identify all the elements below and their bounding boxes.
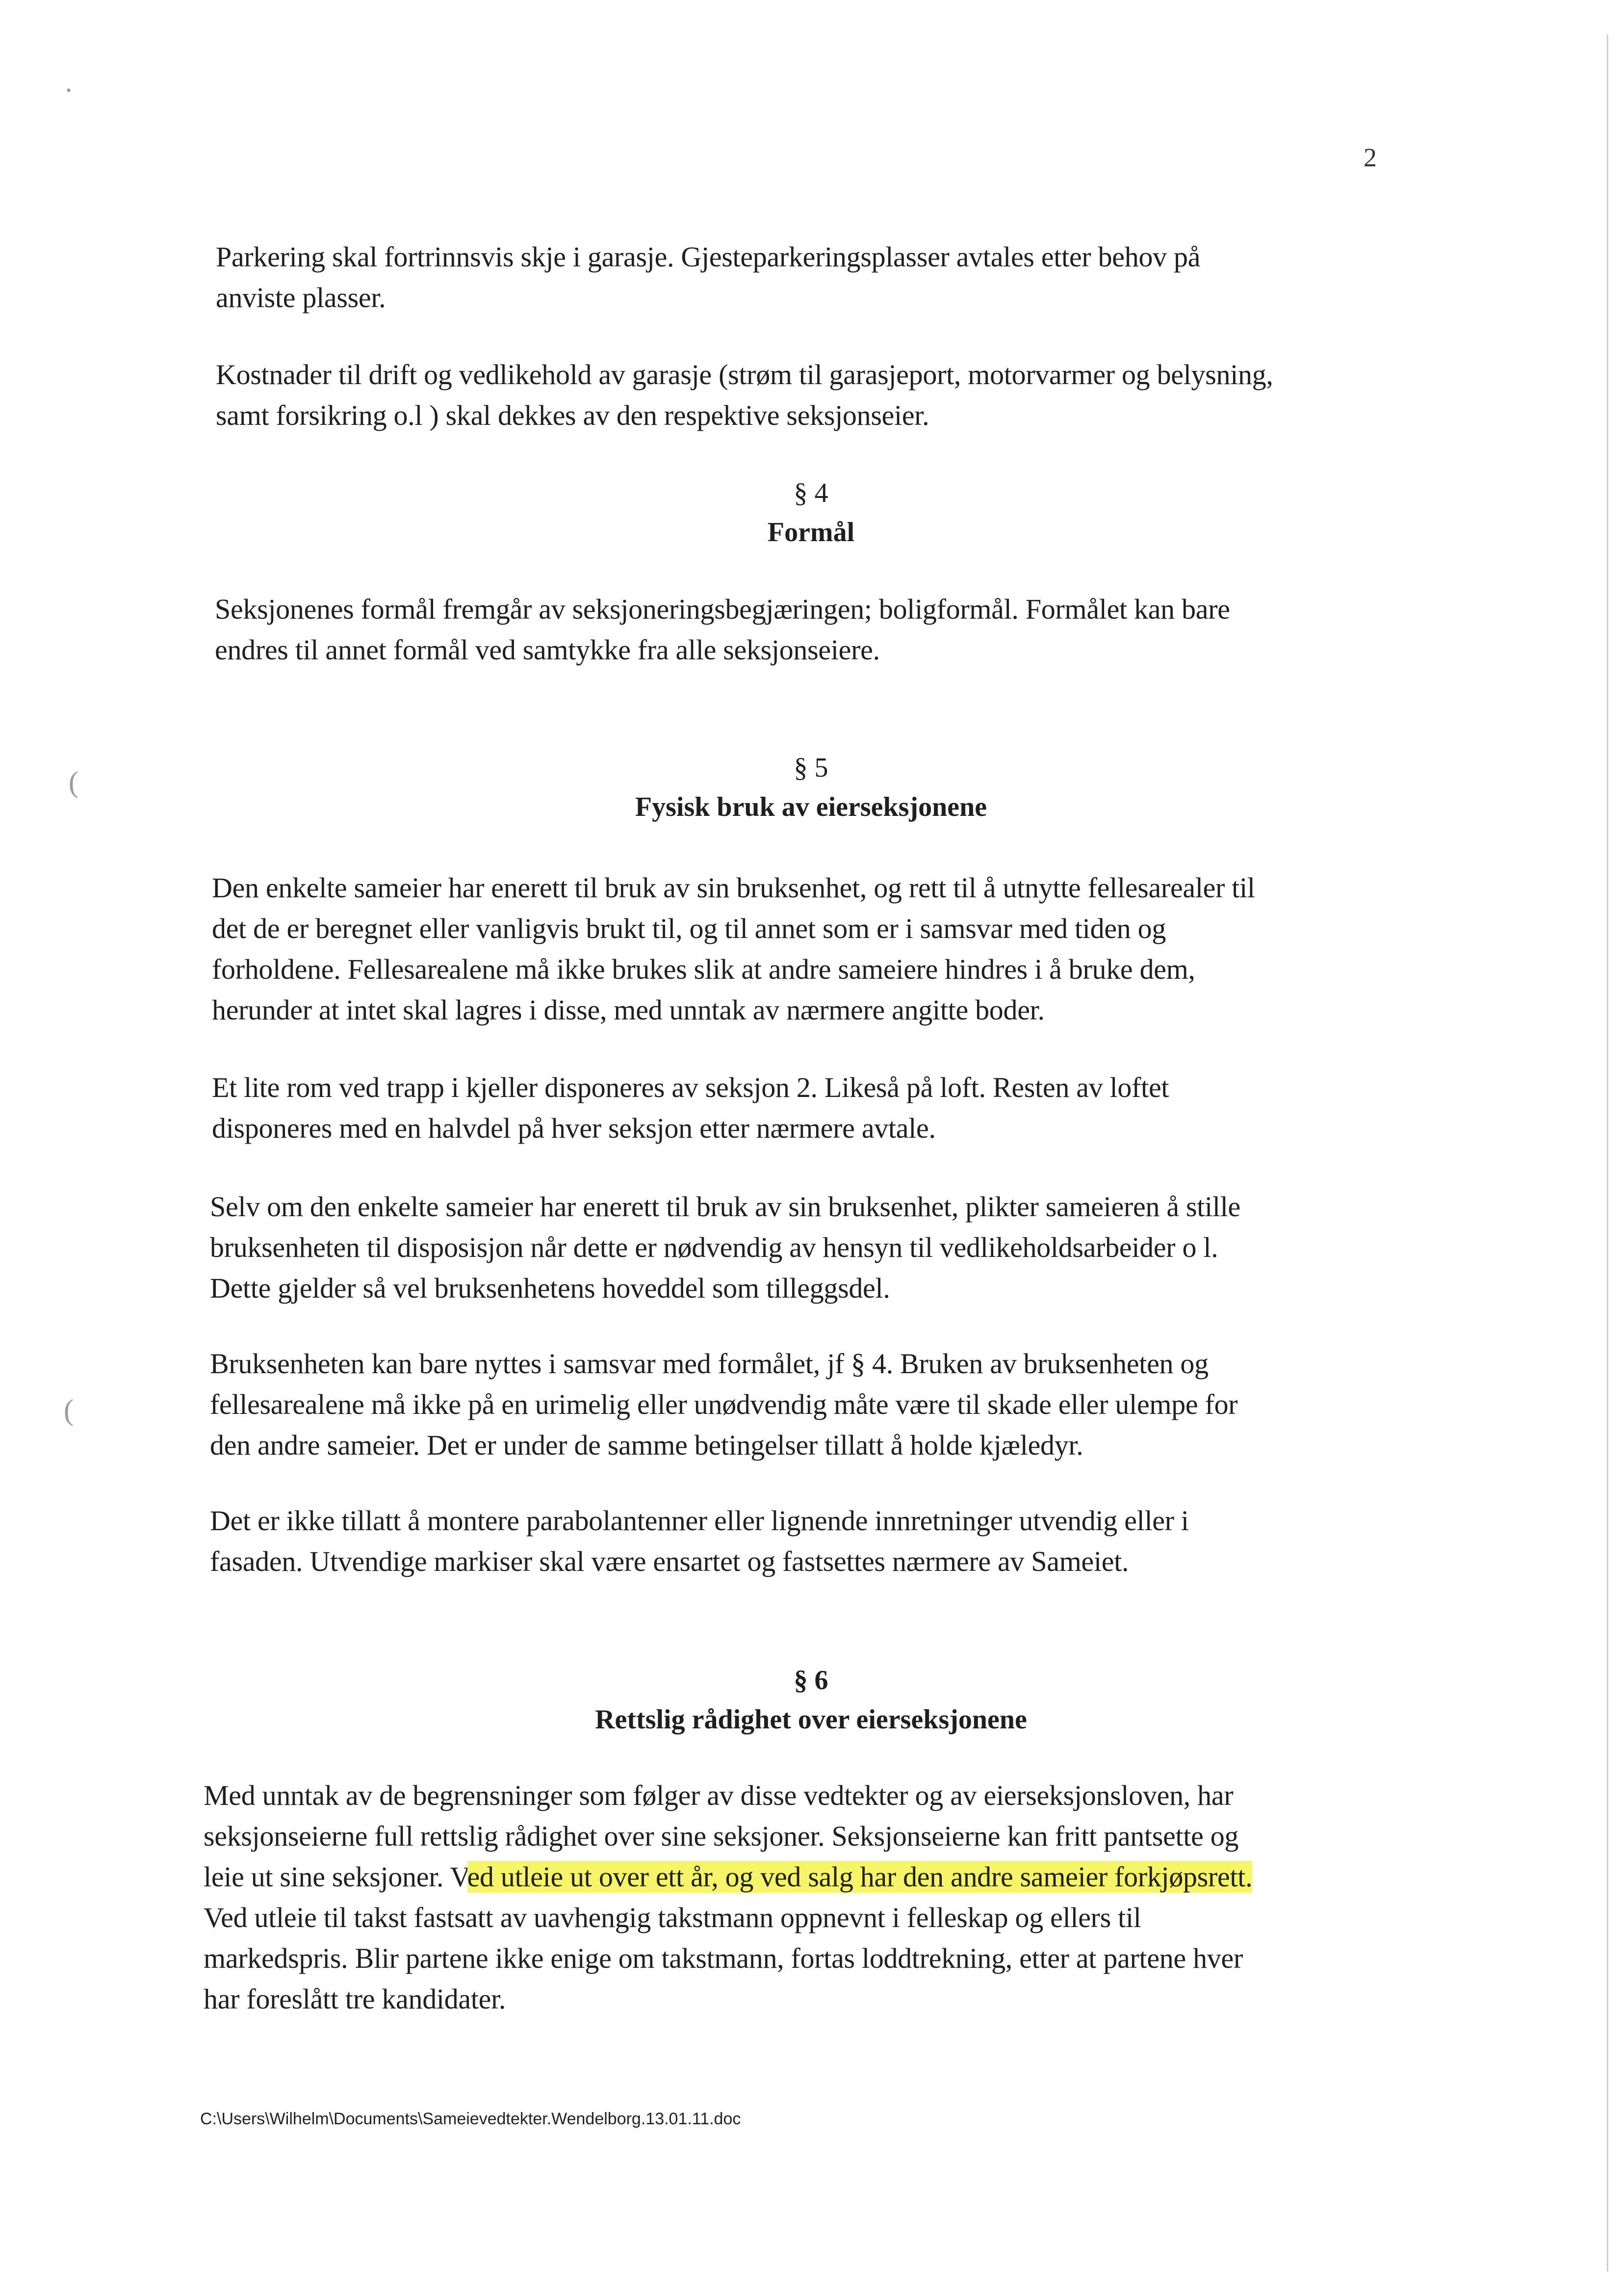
paragraph-storage: [212, 1067, 1169, 1148]
section-heading-4: [0, 473, 1622, 552]
text-line: fellesarealene må ikke på en urimelig eller unødvendig måte være til skade eller ulempe for: [210, 1388, 1238, 1420]
text-line: det de er beregnet eller vanligvis brukt til, og til annet som er i samsvar med tiden og: [212, 913, 1166, 944]
scan-speck: ·: [64, 74, 74, 106]
text-line: Parkering skal fortrinnsvis skje i garasje. Gjesteparkeringsplasser avtales etter behov på: [216, 241, 1201, 273]
text-line: samt forsikring o.l ) skal dekkes av den respektive seksjonseier.: [216, 399, 929, 431]
section-title: Formål: [767, 517, 855, 548]
text-line: den andre sameier. Det er under de samme betingelser tillatt å holde kjæledyr.: [210, 1429, 1083, 1461]
paragraph-parking: [216, 236, 1200, 318]
section-heading-6: [0, 1661, 1622, 1739]
text-line: seksjonseierne full rettslig rådighet over sine seksjoner. Seksjonseierne kan fritt pantsette og: [204, 1820, 1239, 1852]
text-line: Bruksenheten kan bare nyttes i samsvar med formålet, jf § 4. Bruken av bruksenheten og: [210, 1348, 1209, 1380]
text-line: forholdene. Fellesarealene må ikke brukes slik at andre sameiere hindres i å bruke dem,: [212, 953, 1195, 985]
text-line: fasaden. Utvendige markiser skal være ensartet og fastsettes nærmere av Sameiet.: [210, 1545, 1129, 1577]
text-line: Ved utleie til takst fastsatt av uavhengig takstmann oppnevnt i felleskap og ellers til: [204, 1902, 1141, 1933]
page-number: 2: [1364, 143, 1377, 172]
text-line: Med unntak av de begrensninger som følger av disse vedtekter og av eierseksjonsloven, har: [204, 1779, 1234, 1811]
text-line: har foreslått tre kandidater.: [204, 1983, 506, 2015]
scan-edge-line: [1607, 34, 1608, 2271]
text-line: Dette gjelder så vel bruksenhetens hoveddel som tilleggsdel.: [210, 1272, 890, 1304]
text-line: Den enkelte sameier har enerett til bruk av sin bruksenhet, og rett til å utnytte fellesarealer til: [212, 872, 1255, 904]
text-line: markedspris. Blir partene ikke enige om takstmann, fortas loddtrekning, etter at partene hver: [204, 1942, 1243, 1974]
paragraph-legal-rights: [204, 1775, 1252, 2019]
text-line: Kostnader til drift og vedlikehold av garasje (strøm til garasjeport, motorvarmer og belysning,: [216, 359, 1273, 391]
text-segment: leie ut sine seksjoner. V: [204, 1861, 467, 1893]
section-number: § 4: [794, 478, 828, 508]
text-line: herunder at intet skal lagres i disse, med unntak av nærmere angitte boder.: [212, 994, 1045, 1026]
section-number: § 5: [794, 753, 828, 783]
text-line: Et lite rom ved trapp i kjeller disponeres av seksjon 2. Likeså på loft. Resten av loftet: [212, 1071, 1169, 1103]
paragraph-purpose: [215, 589, 1230, 670]
section-number: § 6: [794, 1665, 828, 1696]
paragraph-use-rights: [212, 867, 1255, 1030]
text-line: disponeres med en halvdel på hver seksjon etter nærmere avtale.: [212, 1112, 936, 1144]
text-line: Seksjonenes formål fremgår av seksjoneringsbegjæringen; boligformål. Formålet kan bare: [215, 593, 1230, 625]
scan-mark: (: [69, 766, 78, 798]
section-heading-5: [0, 748, 1622, 827]
scan-mark: (: [64, 1394, 74, 1426]
text-line: [204, 1856, 1252, 1897]
text-line: bruksenheten til disposisjon når dette er nødvendig av hensyn til vedlikeholdsarbeider o l.: [210, 1231, 1218, 1263]
highlighted-text: ed utleie ut over ett år, og ved salg har den andre sameier forkjøpsrett.: [467, 1861, 1253, 1893]
text-line: anviste plasser.: [216, 282, 386, 313]
paragraph-antennas: [210, 1500, 1189, 1582]
paragraph-purpose-use: [210, 1343, 1237, 1465]
text-line: Det er ikke tillatt å montere parabolantenner eller lignende innretninger utvendig eller i: [210, 1505, 1189, 1537]
file-path-footer: C:\Users\Wilhelm\Documents\Sameievedtekter.Wendelborg.13.01.11.doc: [200, 2110, 741, 2128]
paragraph-disposal: [210, 1186, 1240, 1308]
text-line: Selv om den enkelte sameier har enerett til bruk av sin bruksenhet, plikter sameieren å stille: [210, 1191, 1240, 1223]
section-title: Rettslig rådighet over eierseksjonene: [595, 1704, 1027, 1735]
text-line: endres til annet formål ved samtykke fra alle seksjonseiere.: [215, 634, 880, 666]
paragraph-costs: [216, 354, 1273, 436]
section-title: Fysisk bruk av eierseksjonene: [635, 792, 987, 822]
